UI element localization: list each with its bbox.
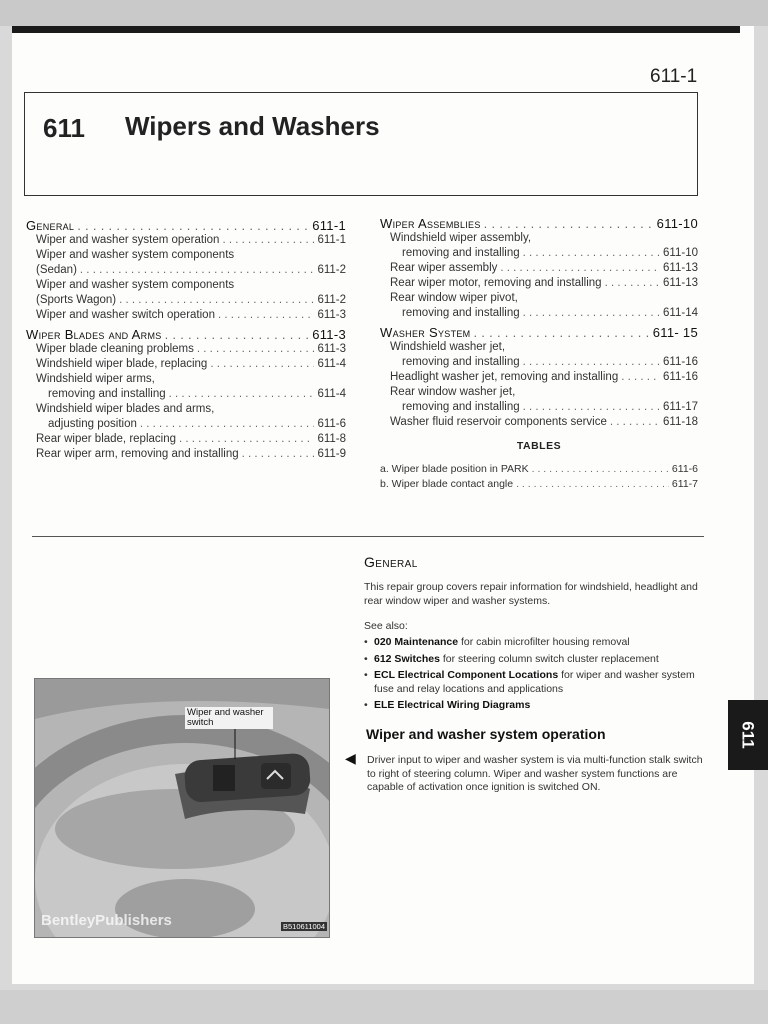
toc-leader-dots — [610, 415, 660, 430]
toc-leader-dots — [169, 387, 315, 402]
toc-entry — [380, 261, 698, 276]
toc-entry-label: adjusting position — [48, 418, 137, 430]
see-also-desc: for wiper and washer system fuse and relay locations and applications — [374, 669, 695, 695]
operation-heading: Wiper and washer system operation — [366, 726, 606, 742]
toc-entry — [26, 357, 346, 372]
toc-entry — [26, 417, 346, 432]
toc-entry-label: Wiper Assemblies — [380, 216, 481, 231]
toc-entry — [380, 415, 698, 430]
toc-page-ref: 611-9 — [317, 448, 346, 460]
toc-page-ref: 611-1 — [312, 218, 346, 233]
toc-page-ref: 611-2 — [317, 264, 346, 276]
toc-leader-dots — [523, 355, 660, 370]
toc-entry-label: Washer System — [380, 325, 471, 340]
toc-section-heading — [26, 327, 346, 342]
see-also-ref: 020 Maintenance — [374, 636, 459, 648]
steering-wheel-illustration — [35, 679, 329, 937]
see-also-item — [364, 653, 712, 667]
toc-entry-line: Wiper and washer system components — [36, 279, 235, 291]
toc-page-ref: 611-13 — [663, 262, 698, 274]
table-ref-page: 611-6 — [671, 463, 698, 475]
see-also-list — [364, 636, 712, 716]
toc-leader-dots — [500, 261, 660, 276]
toc-entry-label: Windshield wiper blade, replacing — [36, 358, 208, 370]
toc-leader-dots — [197, 342, 315, 357]
toc-leader-dots — [222, 233, 314, 248]
toc-section-heading — [380, 216, 698, 231]
toc-entry — [380, 276, 698, 291]
toc-leader-dots — [179, 432, 314, 447]
section-divider — [32, 536, 704, 537]
toc-entry — [26, 387, 346, 402]
pointer-arrow-icon: ◀ — [345, 750, 356, 766]
toc-entry — [26, 342, 346, 357]
switch-photo — [34, 678, 330, 938]
title-box — [24, 92, 698, 196]
toc-section-heading — [380, 325, 698, 340]
toc-entry-label: removing and installing — [402, 247, 520, 259]
see-also-label: See also: — [364, 620, 408, 632]
toc-right-column — [380, 212, 698, 492]
toc-leader-dots — [165, 327, 310, 342]
toc-entry-label: Rear wiper blade, replacing — [36, 433, 176, 445]
toc-page-ref: 611-10 — [656, 216, 698, 231]
scan-border-bottom — [0, 990, 768, 1024]
toc-page-ref: 611-1 — [317, 234, 346, 246]
toc-entry-line: Windshield wiper blades and arms, — [36, 403, 215, 415]
figure-code: B510611004 — [283, 922, 325, 931]
toc-leader-dots — [532, 462, 669, 477]
manual-page — [12, 26, 758, 984]
toc-entry-label: removing and installing — [48, 388, 166, 400]
table-ref-label: b. Wiper blade contact angle — [380, 478, 514, 490]
toc-section-heading — [26, 218, 346, 233]
chapter-tab-label: 611 — [739, 721, 758, 749]
toc-entry-label: removing and installing — [402, 401, 520, 413]
page-number: 611-1 — [650, 66, 698, 87]
toc-leader-dots — [621, 370, 660, 385]
toc-page-ref: 611-16 — [663, 356, 698, 368]
toc-entry — [380, 355, 698, 370]
toc-entry — [380, 306, 698, 321]
toc-page-ref: 611-17 — [663, 401, 698, 413]
toc-entry-label: removing and installing — [402, 307, 520, 319]
toc-page-ref: 611-3 — [317, 309, 346, 321]
toc-entry-label: General — [26, 218, 75, 233]
table-ref-entry — [380, 462, 698, 477]
tables-heading: TABLES — [516, 440, 562, 452]
toc-entry — [26, 432, 346, 447]
see-also-ref: ECL Electrical Component Locations — [374, 669, 559, 681]
toc-leader-dots — [523, 246, 660, 261]
table-ref-page: 611-7 — [671, 478, 698, 490]
toc-entry-label: (Sports Wagon) — [36, 294, 117, 306]
toc-page-ref: 611-3 — [312, 327, 346, 342]
see-also-ref: ELE Electrical Wiring Diagrams — [374, 699, 531, 711]
toc-entry-line: Rear window wiper pivot, — [390, 292, 518, 304]
toc-left-column — [26, 214, 346, 462]
toc-entry-label: Washer fluid reservoir components service — [390, 416, 607, 428]
top-rule — [12, 26, 740, 33]
general-intro: This repair group covers repair information for windshield, headlight and rear window wiper and washer systems. — [364, 581, 698, 607]
toc-entry — [26, 447, 346, 462]
toc-entry-label: (Sedan) — [36, 264, 77, 276]
chapter-number: 611 — [43, 113, 85, 143]
toc-leader-dots — [218, 308, 314, 323]
toc-entry-label: Rear wiper assembly — [390, 262, 498, 274]
toc-leader-dots — [523, 306, 660, 321]
toc-leader-dots — [140, 417, 315, 432]
toc-entry — [380, 370, 698, 385]
toc-entry-label: Rear wiper motor, removing and installing — [390, 277, 602, 289]
toc-page-ref: 611-8 — [317, 433, 346, 445]
scan-border-top — [0, 0, 768, 26]
toc-page-ref: 611-3 — [317, 343, 346, 355]
see-also-ref: 612 Switches — [374, 652, 440, 665]
toc-leader-dots — [473, 325, 649, 340]
toc-leader-dots — [605, 276, 660, 291]
toc-page-ref: 611-18 — [663, 416, 698, 428]
toc-page-ref: 611-6 — [317, 418, 346, 430]
toc-entry-label: Rear wiper arm, removing and installing — [36, 448, 239, 460]
toc-leader-dots — [484, 216, 654, 231]
toc-entry-label: Wiper and washer system operation — [36, 234, 220, 246]
toc-leader-dots — [210, 357, 314, 372]
toc-entry-line: Wiper and washer system components — [36, 249, 235, 261]
see-also-desc: for steering column switch cluster replacement — [439, 652, 659, 665]
toc-entry — [380, 246, 698, 261]
toc-entry-line: Windshield wiper assembly, — [390, 232, 532, 244]
publisher-watermark: BentleyPublishers — [41, 912, 172, 929]
toc-page-ref: 611- 15 — [652, 325, 698, 340]
see-also-item — [364, 636, 712, 650]
table-ref-entry — [380, 477, 698, 492]
toc-entry-label: Headlight washer jet, removing and installing — [390, 371, 619, 383]
toc-entry-label: Wiper blade cleaning problems — [36, 343, 194, 355]
see-also-desc: for cabin microfilter housing removal — [458, 636, 630, 648]
chapter-tab — [728, 700, 768, 770]
toc-page-ref: 611-13 — [663, 277, 698, 289]
toc-leader-dots — [77, 218, 309, 233]
toc-page-ref: 611-4 — [317, 358, 346, 370]
toc-leader-dots — [523, 400, 660, 415]
toc-leader-dots — [80, 263, 315, 278]
see-also-item — [364, 699, 712, 713]
chapter-title: Wipers and Washers — [125, 111, 380, 141]
toc-page-ref: 611-2 — [317, 294, 346, 306]
toc-entry-label: Wiper and washer switch operation — [36, 309, 215, 321]
toc-entry-line: Rear window washer jet, — [390, 386, 516, 398]
see-also-item — [364, 669, 712, 696]
toc-page-ref: 611-16 — [663, 371, 698, 383]
general-heading: General — [364, 554, 418, 570]
table-ref-label: a. Wiper blade position in PARK — [380, 463, 529, 475]
toc-entry — [26, 308, 346, 323]
toc-entry — [26, 293, 346, 308]
toc-leader-dots — [119, 293, 314, 308]
toc-page-ref: 611-14 — [663, 307, 698, 319]
toc-leader-dots — [242, 447, 315, 462]
toc-entry-line: Windshield wiper arms, — [36, 373, 155, 385]
toc-page-ref: 611-4 — [317, 388, 346, 400]
toc-entry — [26, 263, 346, 278]
photo-callout-label: Wiper and washer switch — [185, 707, 273, 729]
toc-entry — [26, 233, 346, 248]
toc-entry-label: Wiper Blades and Arms — [26, 327, 162, 342]
toc-entry — [380, 400, 698, 415]
operation-text: Driver input to wiper and washer system is via multi-function stalk switch to right of steering column. Wiper and washer system functions are capable of activation once ignition is switched ON. — [367, 754, 703, 793]
toc-entry-line: Windshield washer jet, — [390, 341, 506, 353]
toc-leader-dots — [516, 477, 669, 492]
toc-page-ref: 611-10 — [663, 247, 698, 259]
toc-entry-label: removing and installing — [402, 356, 520, 368]
